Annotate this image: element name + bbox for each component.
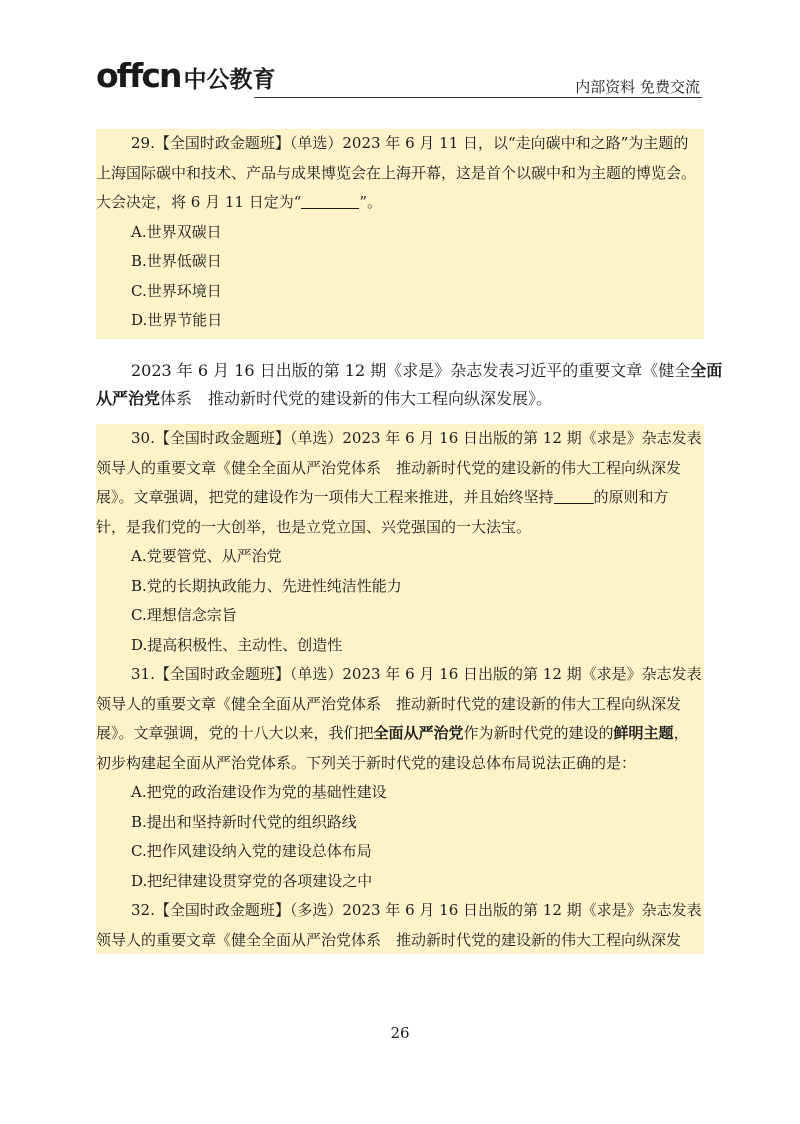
option-d: D.把纪律建设贯穿党的各项建设之中 <box>131 871 373 890</box>
question-29-line-2: 上海国际碳中和技术、产品与成果博览会在上海开幕，这是首个以碳中和为主题的博览会。 <box>96 163 697 182</box>
question-31-line-1: 31.【全国时政金题班】（单选）2023 年 6 月 16 日出版的第 12 期《求是》杂志发表 <box>131 665 702 683</box>
option-d: D.提高积极性、主动性、创造性 <box>131 635 343 654</box>
intro-paragraph <box>96 357 723 413</box>
offcn-logo <box>96 56 275 95</box>
question-31-line-2: 领导人的重要文章《健全全面从严治党体系 推动新时代党的建设新的伟大工程向纵深发 <box>96 694 682 713</box>
option-c: C.理想信念宗旨 <box>131 606 237 624</box>
question-31-line-4: 初步构建起全面从严治党体系。下列关于新时代党的建设总体布局说法正确的是： <box>96 753 637 772</box>
question-30-line-2: 领导人的重要文章《健全全面从严治党体系 推动新时代党的建设新的伟大工程向纵深发 <box>96 458 682 477</box>
option-c: C.世界环境日 <box>131 281 222 300</box>
answer-blank <box>554 486 594 504</box>
question-30-line-1: 30.【全国时政金题班】（单选）2023 年 6 月 16 日出版的第 12 期《求是》杂志发表 <box>131 429 702 447</box>
option-c: C.把作风建设纳入党的建设总体布局 <box>131 842 372 860</box>
page-header <box>96 52 702 102</box>
question-32-line-2: 领导人的重要文章《健全全面从严治党体系 推动新时代党的建设新的伟大工程向纵深发 <box>96 930 682 949</box>
intro-line-1: 2023 年 6 月 16 日出版的第 12 期《求是》杂志发表习近平的重要文章《健全全面 <box>131 361 723 380</box>
logo-wordmark: offcn <box>96 56 181 95</box>
question-30-line-4: 针，是我们党的一大创举，也是立党立国、兴党强国的一大法宝。 <box>96 517 532 536</box>
answer-blank <box>301 191 359 209</box>
option-a: A.世界双碳日 <box>131 222 222 241</box>
questions-30-32 <box>96 424 704 954</box>
header-rule <box>254 97 702 98</box>
intro-line-2: 从严治党体系 推动新时代党的建设新的伟大工程向纵深发展》。 <box>96 389 553 408</box>
option-a: A.把党的政治建设作为党的基础性建设 <box>131 783 387 801</box>
option-b: B.党的长期执政能力、先进性纯洁性能力 <box>131 576 402 595</box>
question-31-line-3: 展》。文章强调，党的十八大以来，我们把全面从严治党作为新时代党的建设的鲜明主题， <box>96 724 689 742</box>
option-a: A.党要管党、从严治党 <box>131 547 282 565</box>
question-29 <box>96 129 704 339</box>
header-tagline: 内部资料 免费交流 <box>575 78 700 96</box>
question-29-line-3: 大会决定，将 6 月 11 日定为“ ”。 <box>96 193 383 211</box>
logo-chinese-name: 中公教育 <box>183 67 276 93</box>
page-number: 26 <box>390 1024 410 1042</box>
question-29-line-1: 29.【全国时政金题班】（单选）2023 年 6 月 11 日，以“走向碳中和之路”为主题的 <box>131 134 689 152</box>
option-d: D.世界节能日 <box>131 311 223 329</box>
option-b: B.世界低碳日 <box>131 252 222 270</box>
question-30-line-3: 展》。文章强调，把党的建设作为一项伟大工程来推进，并且始终坚持 的原则和方 <box>96 488 669 506</box>
question-32-line-1: 32.【全国时政金题班】（多选）2023 年 6 月 16 日出版的第 12 期《求是》杂志发表 <box>131 901 702 919</box>
option-b: B.提出和坚持新时代党的组织路线 <box>131 812 357 831</box>
